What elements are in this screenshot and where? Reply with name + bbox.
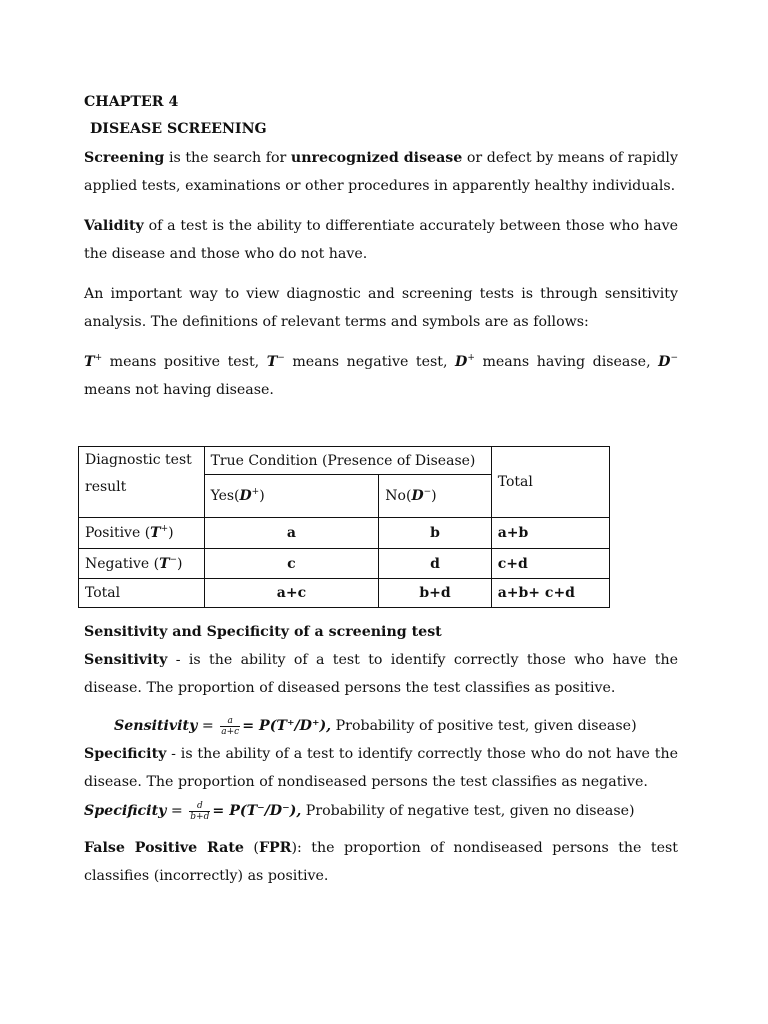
- row-label-total: Total: [79, 579, 205, 608]
- cell-c: c: [204, 549, 379, 579]
- intro-paragraph: An important way to view diagnostic and screening tests is through sensitivity analysis. The definitions of relevant terms and symbols are as follows:: [84, 286, 678, 330]
- sens-spec-heading: Sensitivity and Specificity of a screening test: [84, 624, 442, 640]
- row-label-negative: Negative (T−): [79, 549, 205, 579]
- chapter-title: DISEASE SCREENING: [90, 121, 267, 137]
- specificity-fraction: $\frac{d}{b+d}$: [190, 800, 210, 822]
- chapter-label: CHAPTER 4: [84, 94, 179, 110]
- header-yes: Yes(D+): [204, 475, 379, 518]
- contingency-table: [78, 446, 610, 608]
- cell-d: d: [379, 549, 491, 579]
- validity-paragraph: Validity of a test is the ability to differentiate accurately between those who have the disease and those who do not have.: [84, 218, 678, 262]
- screening-paragraph: Screening is the search for unrecognized disease or defect by means of rapidly applied tests, examinations or other procedures in apparently healthy individuals.: [84, 150, 678, 194]
- symbols-paragraph: T+ means positive test, T− means negative test, D+ means having disease, D− means not having disease.: [84, 353, 678, 398]
- cell-grand-total: a+b+ c+d: [491, 579, 609, 608]
- specificity-formula: Specificity = $\frac{d}{b+d}$ = P(T⁻/D⁻), Probability of negative test, given no disease): [84, 800, 635, 822]
- sensitivity-formula: Sensitivity = $\frac{a}{a+c}$ = P(T⁺/D⁺), Probability of positive test, given disease): [114, 715, 637, 737]
- sensitivity-fraction: $\frac{a}{a+c}$: [221, 715, 240, 737]
- cell-row-total: a+b: [491, 518, 609, 549]
- lower-section: [84, 620, 678, 890]
- header-test-result: Diagnostic test result: [79, 447, 205, 518]
- sensitivity-paragraph: Sensitivity - is the ability of a test to identify correctly those who have the disease. The proportion of diseased persons the test classifies as positive.: [84, 652, 678, 696]
- cell-b: b: [379, 518, 491, 549]
- row-label-positive: Positive (T+): [79, 518, 205, 549]
- cell-col-total-no: b+d: [379, 579, 491, 608]
- specificity-paragraph: Specificity - is the ability of a test to identify correctly those who do not have the disease. The proportion of nondiseased persons the test classifies as negative.: [84, 746, 678, 790]
- cell-col-total-yes: a+c: [204, 579, 379, 608]
- table-row-positive: [79, 518, 610, 549]
- header-no: No(D−): [379, 475, 491, 518]
- header-true-condition: True Condition (Presence of Disease): [204, 447, 491, 475]
- fpr-paragraph: False Positive Rate (FPR): the proportion of nondiseased persons the test classifies (incorrectly) as positive.: [84, 840, 678, 884]
- table-row-total: [79, 579, 610, 608]
- cell-row-total: c+d: [491, 549, 609, 579]
- header-total: Total: [491, 447, 609, 518]
- cell-a: a: [204, 518, 379, 549]
- document-page: [84, 90, 678, 404]
- table-row-negative: [79, 549, 610, 579]
